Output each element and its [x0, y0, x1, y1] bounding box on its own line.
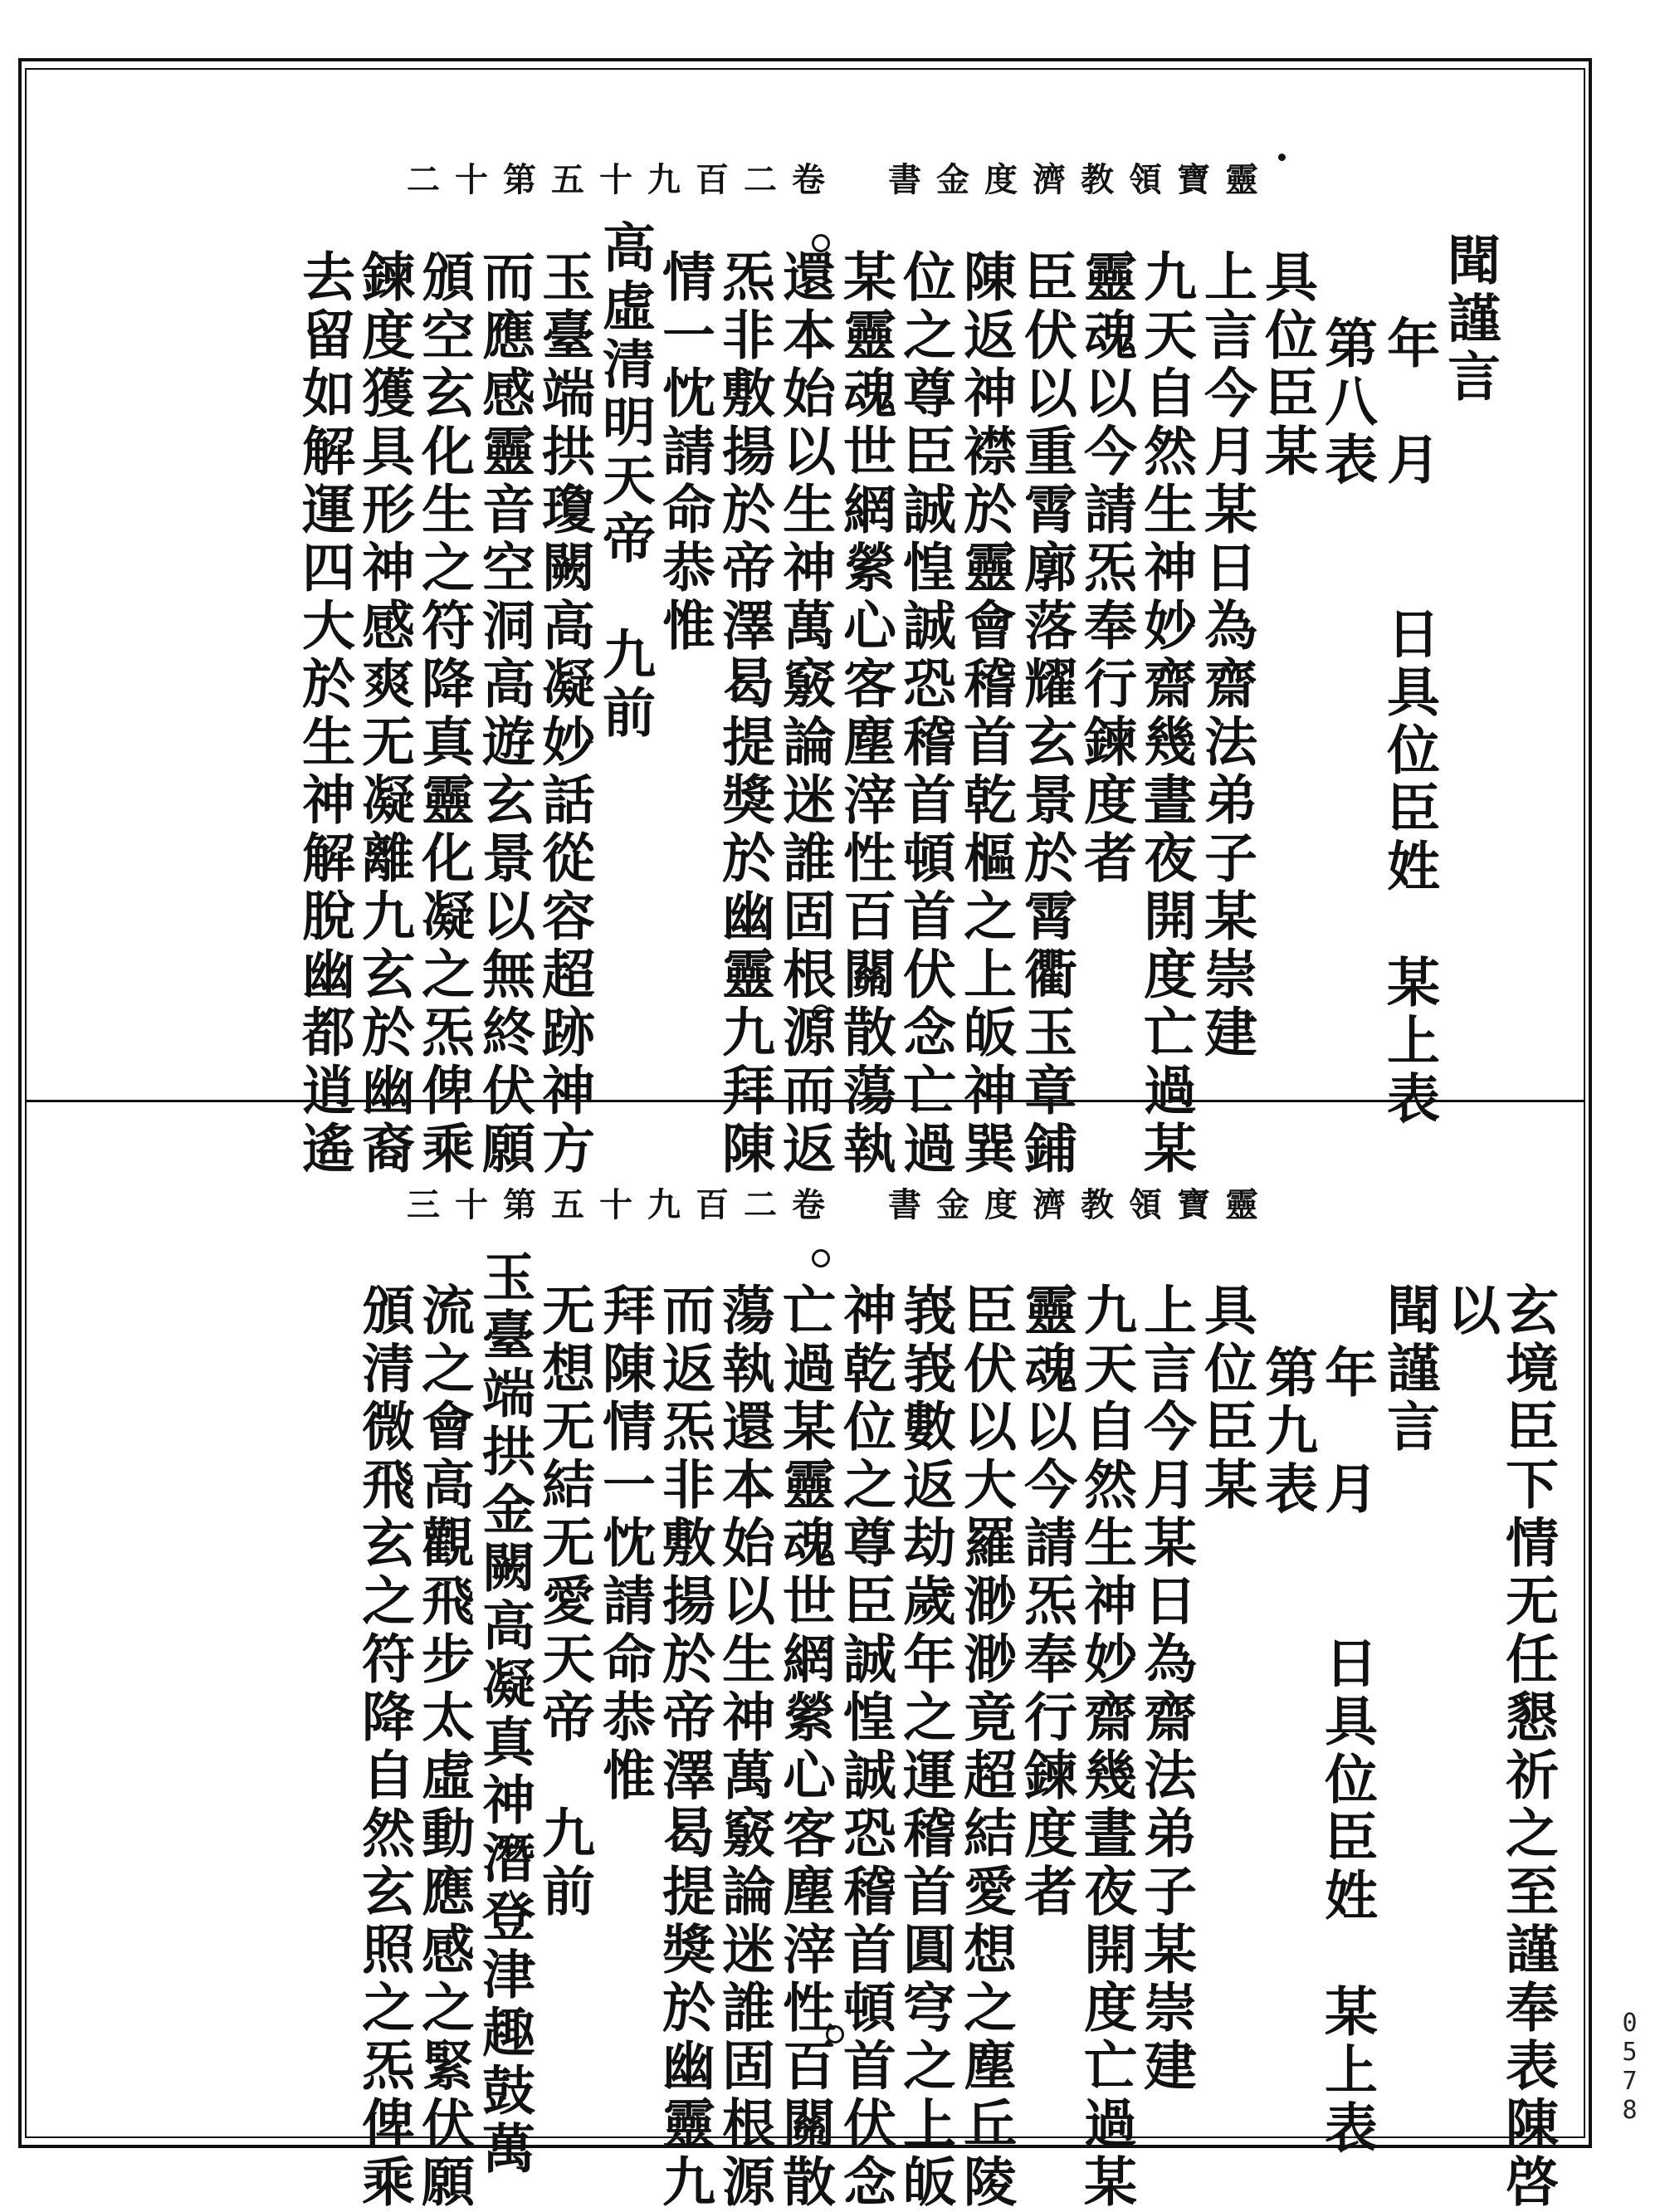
text-column: 陳返神襟於靈會稽首乾樞之上皈神巽: [954, 249, 1017, 1179]
text-column: 以: [1438, 1282, 1501, 1340]
text-column: 亡過某靈魂世網縈心客塵滓性百關散: [774, 1282, 836, 2212]
text-column: 臣伏以大羅渺渺竟超結愛想之塵丘陵: [954, 1282, 1017, 2212]
text-column: 九天自然生神妙齋幾晝夜開度亡過某: [1075, 1282, 1137, 2212]
text-column: 拜陳情一忱請命恭惟: [593, 1282, 656, 1805]
text-column: 年 月 日具位臣姓 某上表: [1378, 315, 1440, 1129]
text-column: 第九表: [1256, 1345, 1318, 1519]
text-column: 蕩執還本始以生神萬竅論迷誰固根源: [713, 1282, 775, 2212]
top-panel-header: 二十第五十九百二卷 書金度濟教領寶靈: [407, 160, 1273, 199]
text-column: 峩峩數返劫歲年之運稽首圓穹之上皈: [894, 1282, 956, 2212]
ink-dot: [1278, 154, 1286, 161]
text-column: 高虛清明天帝 九前: [593, 220, 656, 743]
text-column: 聞謹言: [1438, 232, 1501, 407]
text-column: 第八表: [1316, 315, 1378, 490]
text-column: 具位臣某: [1256, 249, 1318, 481]
text-column: 无想无結无愛天帝 九前: [533, 1282, 595, 1921]
punctuation-circle: [812, 1249, 830, 1267]
text-column: 而返炁非敷揚於帝澤曷提獎於幽靈九: [653, 1282, 715, 2212]
text-column: 年 月 日具位臣姓 某上表: [1316, 1345, 1378, 2158]
text-column: 流之會高觀飛步太虛動應感之緊伏願: [413, 1282, 475, 2212]
text-column: 上言今月某日為齋法弟子某崇建: [1135, 1282, 1197, 2096]
text-column: 具位臣某: [1195, 1282, 1257, 1515]
text-column: 位之尊臣誠惶誠恐稽首頓首伏念亡過: [894, 249, 956, 1179]
text-column: 玉臺端拱瓊闕高凝妙話從容超跡神方: [533, 249, 595, 1179]
text-column: 靈魂以今請炁奉行鍊度者: [1015, 1282, 1077, 1921]
text-column: 炁非敷揚於帝澤曷提獎於幽靈九拜陳: [713, 249, 775, 1179]
text-column: 聞謹言: [1378, 1282, 1440, 1457]
text-column: 情一忱請命恭惟: [653, 249, 715, 656]
bottom-panel-header: 三十第五十九百二卷 書金度濟教領寶靈: [407, 1185, 1273, 1224]
text-column: 臣伏以重霄廓落耀玄景於霄衢玉章鋪: [1015, 249, 1077, 1179]
text-column: 頒清微飛玄之符降自然玄照之炁俾乘: [353, 1282, 415, 2212]
text-column: 頒空玄化生之符降真靈化凝之炁俾乘: [413, 249, 475, 1179]
text-column: 還本始以生神萬竅論迷誰固根源而返: [774, 249, 836, 1179]
text-column: 九天自然生神妙齋幾晝夜開度亡過某: [1135, 249, 1197, 1179]
text-column: 玄境臣下情无任懇祈之至謹奉表陳啓: [1496, 1282, 1559, 2212]
text-column: 上言今月某日為齋法弟子某崇建: [1195, 249, 1257, 1062]
text-column: 某靈魂世網縈心客塵滓性百關散蕩執: [834, 249, 896, 1179]
text-column: 神乾位之尊臣誠惶誠恐稽首頓首伏念: [834, 1282, 896, 2212]
text-column: 靈魂以今請炁奉行鍊度者: [1075, 249, 1137, 888]
page-number: 0578: [1615, 2009, 1644, 2125]
text-column: 鍊度獲具形神感爽无凝離九玄於幽裔: [353, 249, 415, 1179]
text-column: 去留如解運四大於生神解脫幽都逍遙: [293, 249, 355, 1179]
text-column: 而應感靈音空洞高遊玄景以無終伏願: [473, 249, 535, 1179]
text-column: 玉臺端拱金闕高凝真神潛登津趣鼓萬: [473, 1249, 535, 2179]
